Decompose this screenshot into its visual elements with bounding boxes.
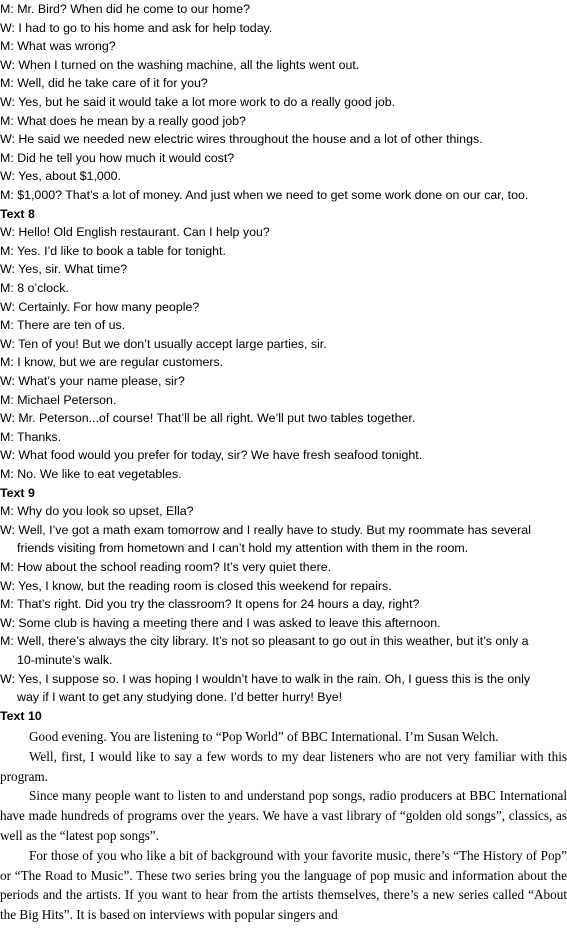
dialogue-line: W: Hello! Old English restaurant. Can I help you?	[0, 225, 270, 240]
dialogue-line: M: How about the school reading room? It’s very quiet there.	[0, 560, 332, 574]
dialogue-line-continuation: 10-minute’s walk.	[17, 653, 113, 667]
dialogue-line: W: What food would you prefer for today, sir? We have fresh seafood tonight.	[0, 448, 423, 463]
dialogue-line: M: What was wrong?	[0, 39, 116, 54]
dialogue-line: M: Mr. Bird? When did he come to our home?	[0, 2, 250, 16]
dialogue-line: M: Well, there’s always the city library. It’s not so pleasant to go out in this weather, but it’s only a	[0, 634, 529, 649]
dialogue-line: W: When I turned on the washing machine, all the lights went out.	[0, 57, 360, 72]
section-heading-text10: Text 10	[0, 708, 42, 723]
dialogue-line: W: Yes, I know, but the reading room is closed this weekend for repairs.	[0, 578, 392, 593]
dialogue-line: M: That’s right. Did you try the classroom? It opens for 24 hours a day, right?	[0, 597, 420, 612]
dialogue-line: W: Yes, sir. What time?	[0, 262, 128, 277]
dialogue-line-continuation: way if I want to get any studying done. I’d better hurry! Bye!	[17, 690, 343, 705]
dialogue-line: M: Thanks.	[0, 429, 62, 444]
monologue-paragraph: Since many people want to listen to and understand pop songs, radio producers at BBC International have made hundreds of programs over the years. We have a vast library of “golden old songs”, classics, as well as the “latest pop songs”.	[0, 788, 567, 843]
section-heading-text9: Text 9	[0, 485, 35, 500]
dialogue-line: W: Ten of you! But we don’t usually accept large parties, sir.	[0, 336, 327, 351]
monologue-paragraph: Good evening. You are listening to “Pop World” of BBC International. I’m Susan Welch.	[29, 729, 499, 744]
dialogue-line: W: I had to go to his home and ask for help today.	[0, 20, 273, 35]
dialogue-line: M: 8 o’clock.	[0, 281, 69, 295]
section-heading-text8: Text 8	[0, 206, 35, 221]
dialogue-line: W: Yes, about $1,000.	[0, 169, 122, 184]
dialogue-line: W: He said we needed new electric wires throughout the house and a lot of other things.	[0, 132, 483, 147]
dialogue-line-continuation: friends visiting from hometown and I can’t hold my attention with them in the room.	[17, 541, 469, 556]
monologue-paragraph: For those of you who like a bit of background with your favorite music, there’s “The History of Pop” or “The Road to Music”. These two series bring you the language of pop music and information about the periods and the artists. If you want to hear from the artists themselves, there’s a new series called “About the Big Hits”. It is based on interviews with popular singers and	[0, 847, 567, 923]
dialogue-line: W: Yes, I suppose so. I was hoping I wouldn’t have to walk in the rain. Oh, I guess this is the only	[0, 671, 531, 686]
dialogue-line: W: Certainly. For how many people?	[0, 299, 200, 314]
dialogue-line: M: Yes. I’d like to book a table for tonight.	[0, 243, 226, 258]
dialogue-line: M: I know, but we are regular customers.	[0, 355, 224, 370]
dialogue-line: M: Did he tell you how much it would cost?	[0, 150, 235, 165]
dialogue-line: M: Well, did he take care of it for you?	[0, 76, 208, 91]
dialogue-line: W: Well, I’ve got a math exam tomorrow and I really have to study. But my roommate has several	[0, 522, 531, 537]
dialogue-line: M: What does he mean by a really good job?	[0, 113, 246, 128]
dialogue-line: W: Mr. Peterson...of course! That’ll be all right. We’ll put two tables together.	[0, 411, 416, 426]
dialogue-line: M: Why do you look so upset, Ella?	[0, 504, 194, 519]
dialogue-line: M: No. We like to eat vegetables.	[0, 467, 182, 481]
dialogue-line: M: There are ten of us.	[0, 318, 126, 333]
dialogue-line: M: $1,000? That’s a lot of money. And just when we need to get some work done on our car, too.	[0, 188, 529, 202]
dialogue-line: W: Yes, but he said it would take a lot more work to do a really good job.	[0, 95, 396, 109]
dialogue-line: M: Michael Peterson.	[0, 392, 117, 407]
dialogue-line: W: Some club is having a meeting there and I was asked to leave this afternoon.	[0, 615, 441, 630]
monologue-paragraph: Well, first, I would like to say a few words to my dear listeners who are not very familiar with this program.	[0, 748, 567, 784]
dialogue-line: W: What’s your name please, sir?	[0, 374, 185, 388]
